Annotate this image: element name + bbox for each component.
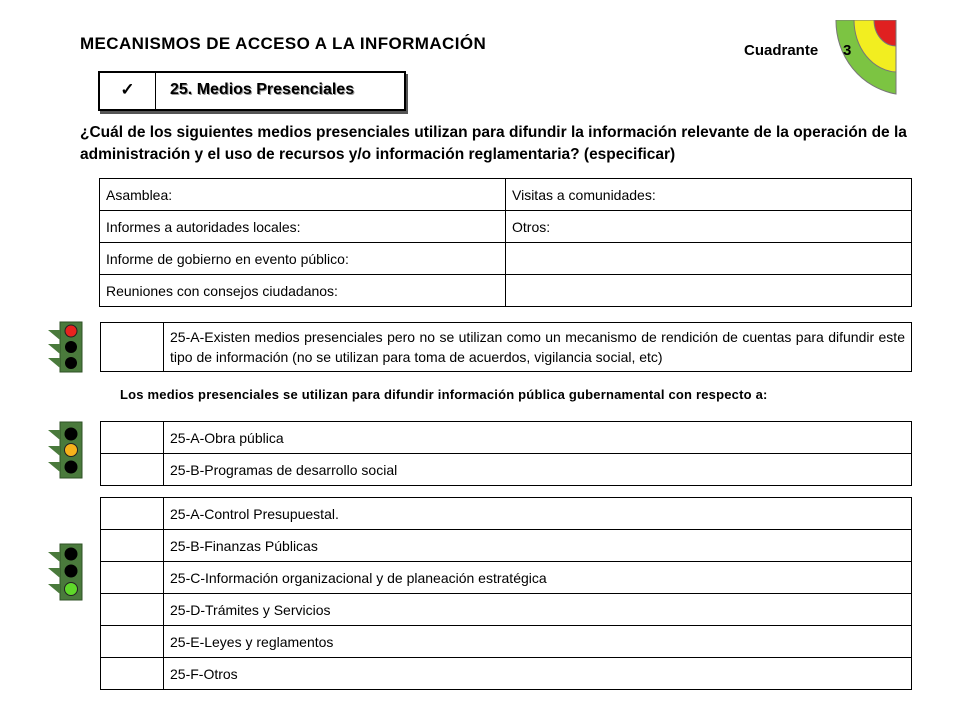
option-cell[interactable]: Visitas a comunidades: bbox=[506, 179, 912, 211]
table-row bbox=[101, 498, 912, 530]
option-cell[interactable] bbox=[506, 275, 912, 307]
table-row bbox=[101, 626, 912, 658]
options-table bbox=[99, 178, 912, 307]
criteria-text: 25-F-Otros bbox=[164, 658, 912, 690]
table-row bbox=[101, 562, 912, 594]
answer-cell[interactable] bbox=[101, 562, 164, 594]
table-row bbox=[100, 179, 912, 211]
table-row bbox=[101, 323, 912, 372]
table-row bbox=[101, 658, 912, 690]
table-row bbox=[101, 594, 912, 626]
table-row bbox=[100, 243, 912, 275]
criteria-text: 25-E-Leyes y reglamentos bbox=[164, 626, 912, 658]
quadrant-label: Cuadrante bbox=[744, 42, 819, 59]
subheading: Los medios presenciales se utilizan para difundir información pública gubernamental con respecto a: bbox=[120, 387, 768, 402]
criteria-text: 25-C-Información organizacional y de planeación estratégica bbox=[164, 562, 912, 594]
criteria-text: 25-A-Control Presupuestal. bbox=[164, 498, 912, 530]
option-cell[interactable]: Informes a autoridades locales: bbox=[100, 211, 506, 243]
answer-cell[interactable] bbox=[101, 323, 164, 372]
check-icon: ✓ bbox=[100, 73, 156, 109]
red-criteria-table bbox=[100, 322, 912, 372]
table-row bbox=[101, 454, 912, 486]
traffic-light-green-icon bbox=[44, 542, 84, 602]
page-title: MECANISMOS DE ACCESO A LA INFORMACIÓN bbox=[80, 34, 487, 53]
criteria-text: 25-B-Programas de desarrollo social bbox=[164, 454, 912, 486]
criteria-text: 25-D-Trámites y Servicios bbox=[164, 594, 912, 626]
criteria-text: 25-A-Obra pública bbox=[164, 422, 912, 454]
answer-cell[interactable] bbox=[101, 454, 164, 486]
table-row bbox=[100, 275, 912, 307]
answer-cell[interactable] bbox=[101, 422, 164, 454]
option-cell[interactable]: Otros: bbox=[506, 211, 912, 243]
option-cell[interactable]: Asamblea: bbox=[100, 179, 506, 211]
section-label: 25. Medios Presenciales bbox=[170, 81, 355, 98]
quadrant-number: 3 bbox=[843, 42, 852, 59]
answer-cell[interactable] bbox=[101, 498, 164, 530]
traffic-light-red-icon bbox=[44, 320, 84, 374]
green-criteria-table bbox=[100, 497, 912, 690]
question-text: ¿Cuál de los siguientes medios presenciales utilizan para difundir la información relevante de la operación de la administración y el uso de recursos y/o información reglamentaria? (especificar) bbox=[80, 124, 907, 163]
criteria-text: 25-B-Finanzas Públicas bbox=[164, 530, 912, 562]
answer-cell[interactable] bbox=[101, 594, 164, 626]
table-row bbox=[100, 211, 912, 243]
table-row bbox=[101, 530, 912, 562]
answer-cell[interactable] bbox=[101, 658, 164, 690]
option-cell[interactable] bbox=[506, 243, 912, 275]
criteria-text: 25-A-Existen medios presenciales pero no se utilizan como un mecanismo de rendición de cuentas para difundir este tipo de información (no se utilizan para toma de acuerdos, vigilancia social, etc) bbox=[164, 323, 912, 372]
traffic-light-yellow-icon bbox=[44, 420, 84, 480]
option-cell[interactable]: Informe de gobierno en evento público: bbox=[100, 243, 506, 275]
section-header bbox=[98, 71, 406, 111]
option-cell[interactable]: Reuniones con consejos ciudadanos: bbox=[100, 275, 506, 307]
answer-cell[interactable] bbox=[101, 626, 164, 658]
answer-cell[interactable] bbox=[101, 530, 164, 562]
table-row bbox=[101, 422, 912, 454]
yellow-criteria-table bbox=[100, 421, 912, 486]
